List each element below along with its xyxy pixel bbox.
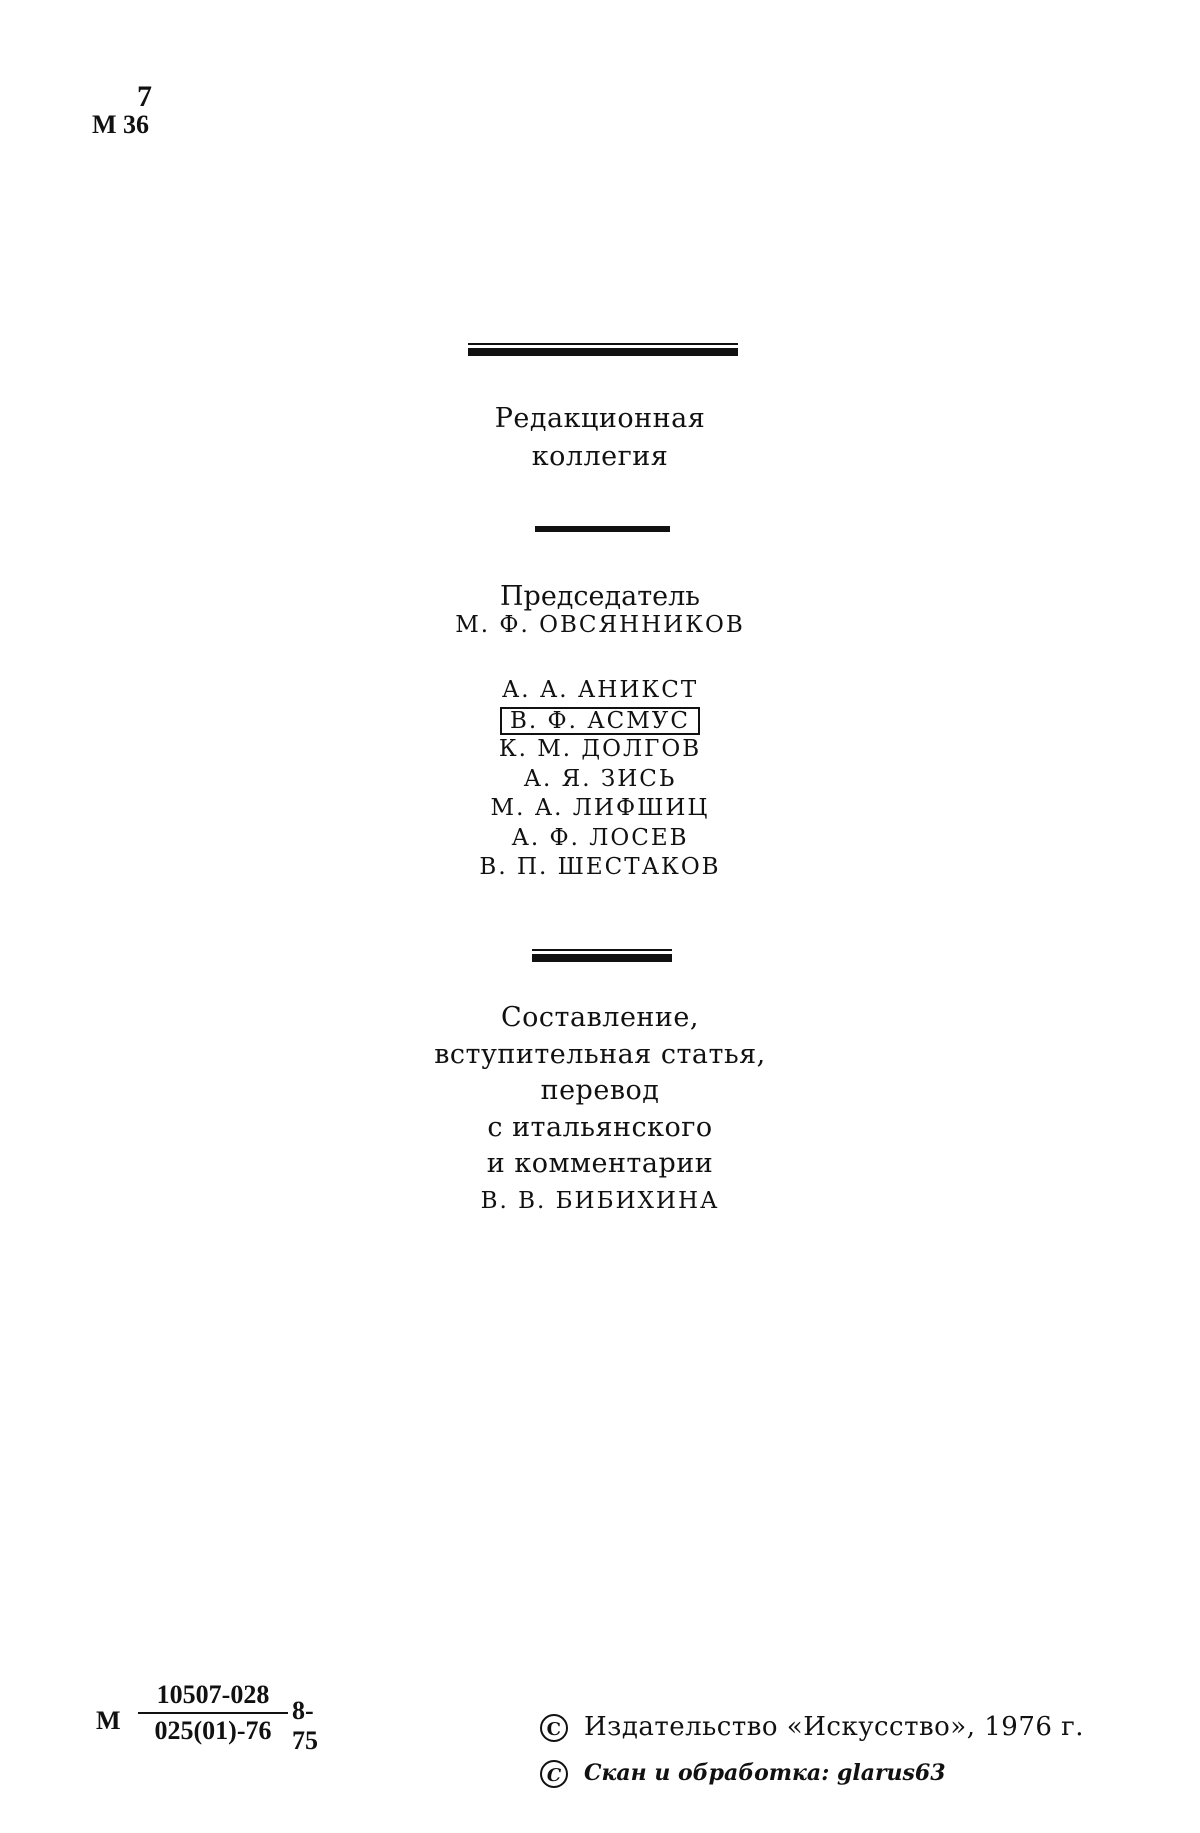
credits-line: перевод bbox=[540, 1075, 660, 1106]
pubcode-denominator: 025(01)-76 bbox=[154, 1716, 272, 1745]
credits-block bbox=[300, 1000, 900, 1219]
memorial-box: В. Ф. АСМУС bbox=[500, 707, 700, 735]
member-item-boxed bbox=[300, 706, 900, 736]
index-number: 7 bbox=[137, 80, 152, 113]
chair-name: М. Ф. ОВСЯННИКОВ bbox=[455, 612, 745, 638]
member-item: К. М. ДОЛГОВ bbox=[498, 736, 702, 762]
member-item: А. Я. ЗИСЬ bbox=[523, 765, 677, 792]
copyright-icon: C bbox=[540, 1714, 568, 1742]
middle-divider bbox=[535, 526, 670, 532]
pubcode-suffix: 8-75 bbox=[292, 1696, 318, 1755]
top-divider bbox=[468, 348, 738, 356]
chair-label: Председатель bbox=[499, 581, 701, 612]
copyright-icon: C bbox=[540, 1760, 568, 1788]
copyright-text: Издательство «Искусство», 1976 г. bbox=[584, 1712, 1085, 1742]
member-item: В. П. ШЕСТАКОВ bbox=[479, 854, 721, 880]
member-item: А. А. АНИКСТ bbox=[501, 677, 699, 703]
scan-note-text: Скан и обработка: glarus63 bbox=[584, 1760, 946, 1786]
heading-line-1: Редакционная bbox=[494, 403, 706, 434]
lower-divider bbox=[532, 954, 672, 962]
scan-note bbox=[540, 1760, 946, 1788]
pubcode-fraction bbox=[138, 1680, 288, 1748]
heading-line-2: коллегия bbox=[531, 441, 669, 472]
credits-line: и комментарии bbox=[486, 1148, 714, 1179]
editorial-board-heading bbox=[300, 400, 900, 476]
credits-line: Составление, bbox=[501, 1002, 699, 1033]
copyright-line bbox=[540, 1712, 1084, 1742]
library-index bbox=[92, 82, 162, 138]
pubcode-numerator: 10507-028 bbox=[138, 1680, 288, 1714]
credits-line: вступительная статья, bbox=[434, 1038, 766, 1070]
board-members-list bbox=[300, 676, 900, 883]
member-item: М. А. ЛИФШИЦ bbox=[490, 795, 710, 821]
credits-line: с итальянского bbox=[487, 1111, 713, 1143]
member-item: А. Ф. ЛОСЕВ bbox=[511, 824, 689, 851]
translator-name: В. В. БИБИХИНА bbox=[480, 1187, 720, 1214]
index-code: М 36 bbox=[92, 110, 150, 139]
pubcode-letter: М bbox=[96, 1706, 121, 1735]
